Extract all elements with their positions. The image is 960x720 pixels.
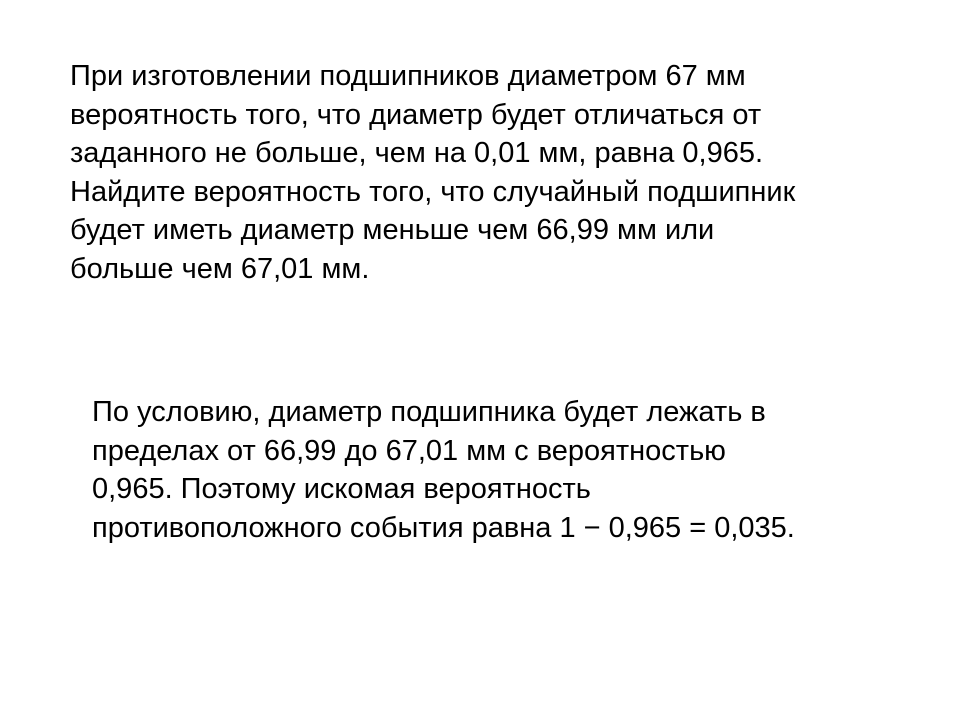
problem-line: При изготовлении подшипников диаметром 67 мм (70, 60, 746, 92)
solution-line: противоположного события равна 1 − 0,965 = 0,035. (92, 511, 795, 544)
problem-line: вероятность того, что диаметр будет отличаться от (70, 98, 762, 131)
solution-text (92, 393, 795, 547)
solution-line: пределах от 66,99 до 67,01 мм с вероятностью (92, 434, 726, 467)
problem-line: Найдите вероятность того, что случайный подшипник (70, 175, 796, 208)
solution-line: 0,965. Поэтому искомая вероятность (92, 473, 591, 505)
solution-line: По условию, диаметр подшипника будет лежать в (92, 396, 766, 428)
problem-line: будет иметь диаметр меньше чем 66,99 мм или (70, 214, 715, 246)
problem-line: больше чем 67,01 мм. (70, 252, 370, 285)
problem-statement (70, 57, 795, 288)
problem-line: заданного не больше, чем на 0,01 мм, равна 0,965. (70, 137, 764, 169)
